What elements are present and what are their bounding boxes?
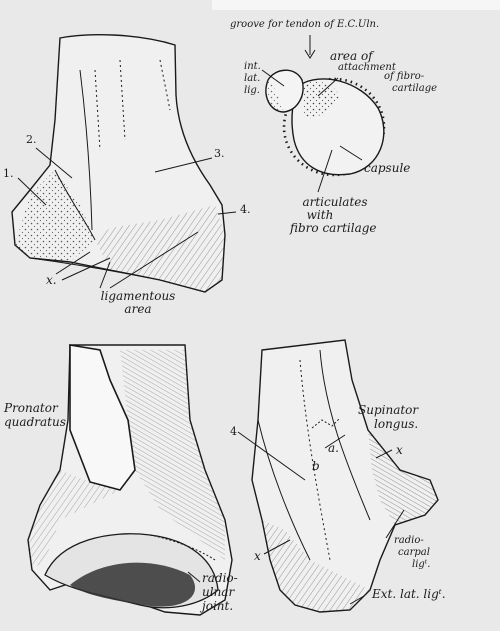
- label-pronator: Pronator: [4, 401, 58, 415]
- radius-lower-end-drawing: [12, 35, 236, 292]
- label-radio: radio-: [202, 571, 238, 585]
- label-x: x.: [46, 273, 57, 287]
- paper-patch: [212, 0, 500, 10]
- label-ext-lat-lig: Ext. lat. ligᵗ.: [372, 587, 446, 601]
- label-quadratus: quadratus: [4, 415, 66, 429]
- label-4-bottom: 4: [230, 425, 237, 438]
- label-cartilage: cartilage: [392, 83, 438, 94]
- label-articulates: articulates: [302, 195, 368, 209]
- label-a: a.: [328, 441, 339, 455]
- radius-dorsal-drawing: [238, 340, 438, 612]
- label-x-left: x: [254, 549, 261, 563]
- label-lat: lat.: [244, 73, 261, 84]
- label-groove: groove for tendon of E.C.Uln.: [230, 19, 380, 30]
- label-supinator: Supinator: [358, 403, 419, 417]
- label-int: int.: [244, 61, 261, 72]
- label-ligamentous: ligamentous: [100, 289, 176, 303]
- label-capsule: capsule: [364, 161, 411, 175]
- label-fibro-cartilage: fibro cartilage: [290, 221, 377, 235]
- label-attachment: attachment: [338, 62, 396, 73]
- label-lig: lig.: [244, 85, 260, 96]
- label-4: 4.: [240, 203, 251, 216]
- label-with: with: [306, 208, 334, 222]
- label-joint: joint.: [202, 599, 234, 613]
- label-area: area: [124, 302, 152, 316]
- label-radio-carpal: radio-: [394, 535, 424, 546]
- label-b: b: [312, 459, 320, 473]
- label-longus: longus.: [374, 417, 419, 431]
- label-of-fibro: of fibro-: [384, 71, 425, 82]
- label-ulnar: ulnar: [202, 585, 235, 599]
- label-ligf: ligᵗ.: [412, 559, 431, 570]
- label-2: 2.: [26, 133, 37, 146]
- label-area-of: area of: [330, 49, 373, 63]
- label-x-right: x: [396, 443, 403, 457]
- label-carpal: carpal: [398, 547, 430, 558]
- label-1: 1.: [3, 167, 14, 180]
- label-3: 3.: [214, 147, 225, 160]
